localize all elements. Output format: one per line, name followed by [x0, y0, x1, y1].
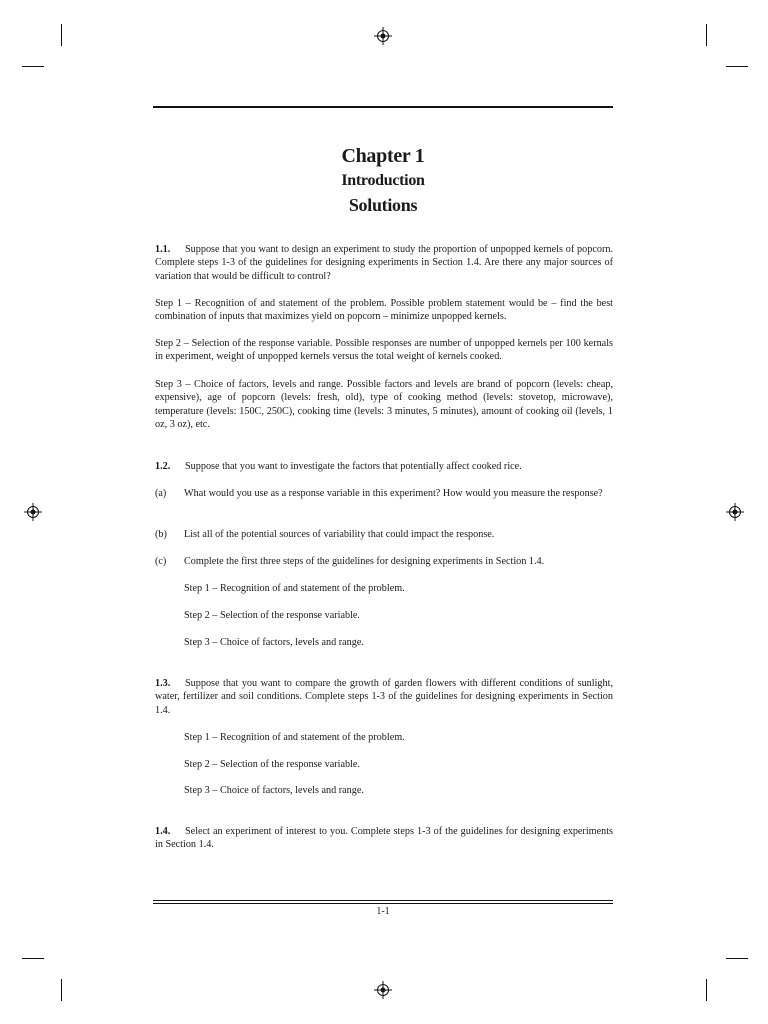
footer-rule — [153, 900, 613, 901]
registration-mark-left — [24, 503, 42, 521]
problem-number: 1.2. — [155, 461, 171, 472]
chapter-subtitle: Solutions — [348, 195, 418, 215]
crop-mark-top-right-h — [726, 66, 748, 67]
problem-1-1 — [155, 243, 613, 283]
problem-1-3-step-3: Step 3 – Choice of factors, levels and range. — [184, 785, 364, 796]
crop-mark-bottom-left-h — [22, 958, 44, 959]
problem-1-2-step-2: Step 2 – Selection of the response variable. — [184, 610, 360, 621]
part-label: (b) — [155, 529, 167, 540]
chapter-title: Introduction — [341, 172, 425, 189]
crop-mark-top-right — [706, 24, 707, 46]
problem-1-1-step-2: Step 2 – Selection of the response variable. Possible responses are number of unpopped kernels per 100 kernals in experiment, weight of unpopped kernels versus the total weight of kernels cooked. — [155, 338, 613, 363]
problem-text: Suppose that you want to investigate the factors that potentially affect cooked rice. — [185, 461, 522, 472]
problem-number: 1.4. — [155, 826, 171, 837]
problem-text: Suppose that you want to compare the growth of garden flowers with different conditions of sunlight, water, fertilizer and soil conditions. Complete steps 1-3 of the guidelines for designing experiments in Section 1.4. — [155, 678, 613, 716]
crop-mark-top-left — [61, 24, 62, 46]
part-label: (a) — [155, 488, 167, 499]
crop-mark-bottom-right — [706, 979, 707, 1001]
registration-mark-bottom — [374, 981, 392, 999]
crop-mark-bottom-left — [61, 979, 62, 1001]
problem-1-1-step-3: Step 3 – Choice of factors, levels and range. Possible factors and levels are brand of popcorn (levels: cheap, expensive), age of popcorn (levels: fresh, old), type of cooking method (levels: stovetop, microwave), temperature (levels: 150C, 250C), cooking time (levels: 3 minutes, 5 minutes), amount of cooking oil (levels, 1 oz, 3 oz), etc. — [155, 379, 613, 431]
header-rule — [153, 106, 613, 108]
registration-mark-top — [374, 27, 392, 45]
problem-text: Select an experiment of interest to you. Complete steps 1-3 of the guidelines for designing experiments in Section 1.4. — [155, 826, 613, 851]
chapter-heading: Chapter 1 — [341, 145, 425, 167]
problem-1-4 — [155, 825, 613, 852]
problem-text: Suppose that you want to design an experiment to study the proportion of unpopped kernels of popcorn. Complete steps 1-3 of the guidelines for designing experiments in Section 1.4. Are there any major sources of variation that would be difficult to control? — [155, 244, 613, 282]
problem-1-3-step-1: Step 1 – Recognition of and statement of the problem. — [184, 732, 405, 743]
registration-mark-right — [726, 503, 744, 521]
footer-rule-secondary — [153, 903, 613, 904]
problem-1-3-step-2: Step 2 – Selection of the response variable. — [184, 759, 360, 770]
problem-1-1-step-1: Step 1 – Recognition of and statement of the problem. Possible problem statement would be – find the best combination of inputs that maximizes yield on popcorn – minimize unpopped kernels. — [155, 298, 613, 323]
part-text: What would you use as a response variable in this experiment? How would you measure the response? — [184, 488, 603, 499]
part-text: List all of the potential sources of variability that could impact the response. — [184, 529, 495, 540]
crop-mark-bottom-right-h — [726, 958, 748, 959]
problem-1-2-step-3: Step 3 – Choice of factors, levels and range. — [184, 637, 364, 648]
problem-number: 1.1. — [155, 244, 171, 255]
part-label: (c) — [155, 556, 167, 567]
problem-1-2-step-1: Step 1 – Recognition of and statement of the problem. — [184, 583, 405, 594]
page-number: 1-1 — [376, 906, 390, 917]
part-text: Complete the first three steps of the guidelines for designing experiments in Section 1.4. — [184, 556, 545, 567]
problem-number: 1.3. — [155, 678, 171, 689]
problem-1-3 — [155, 677, 613, 717]
crop-mark-top-left-h — [22, 66, 44, 67]
problem-1-2 — [155, 460, 613, 473]
